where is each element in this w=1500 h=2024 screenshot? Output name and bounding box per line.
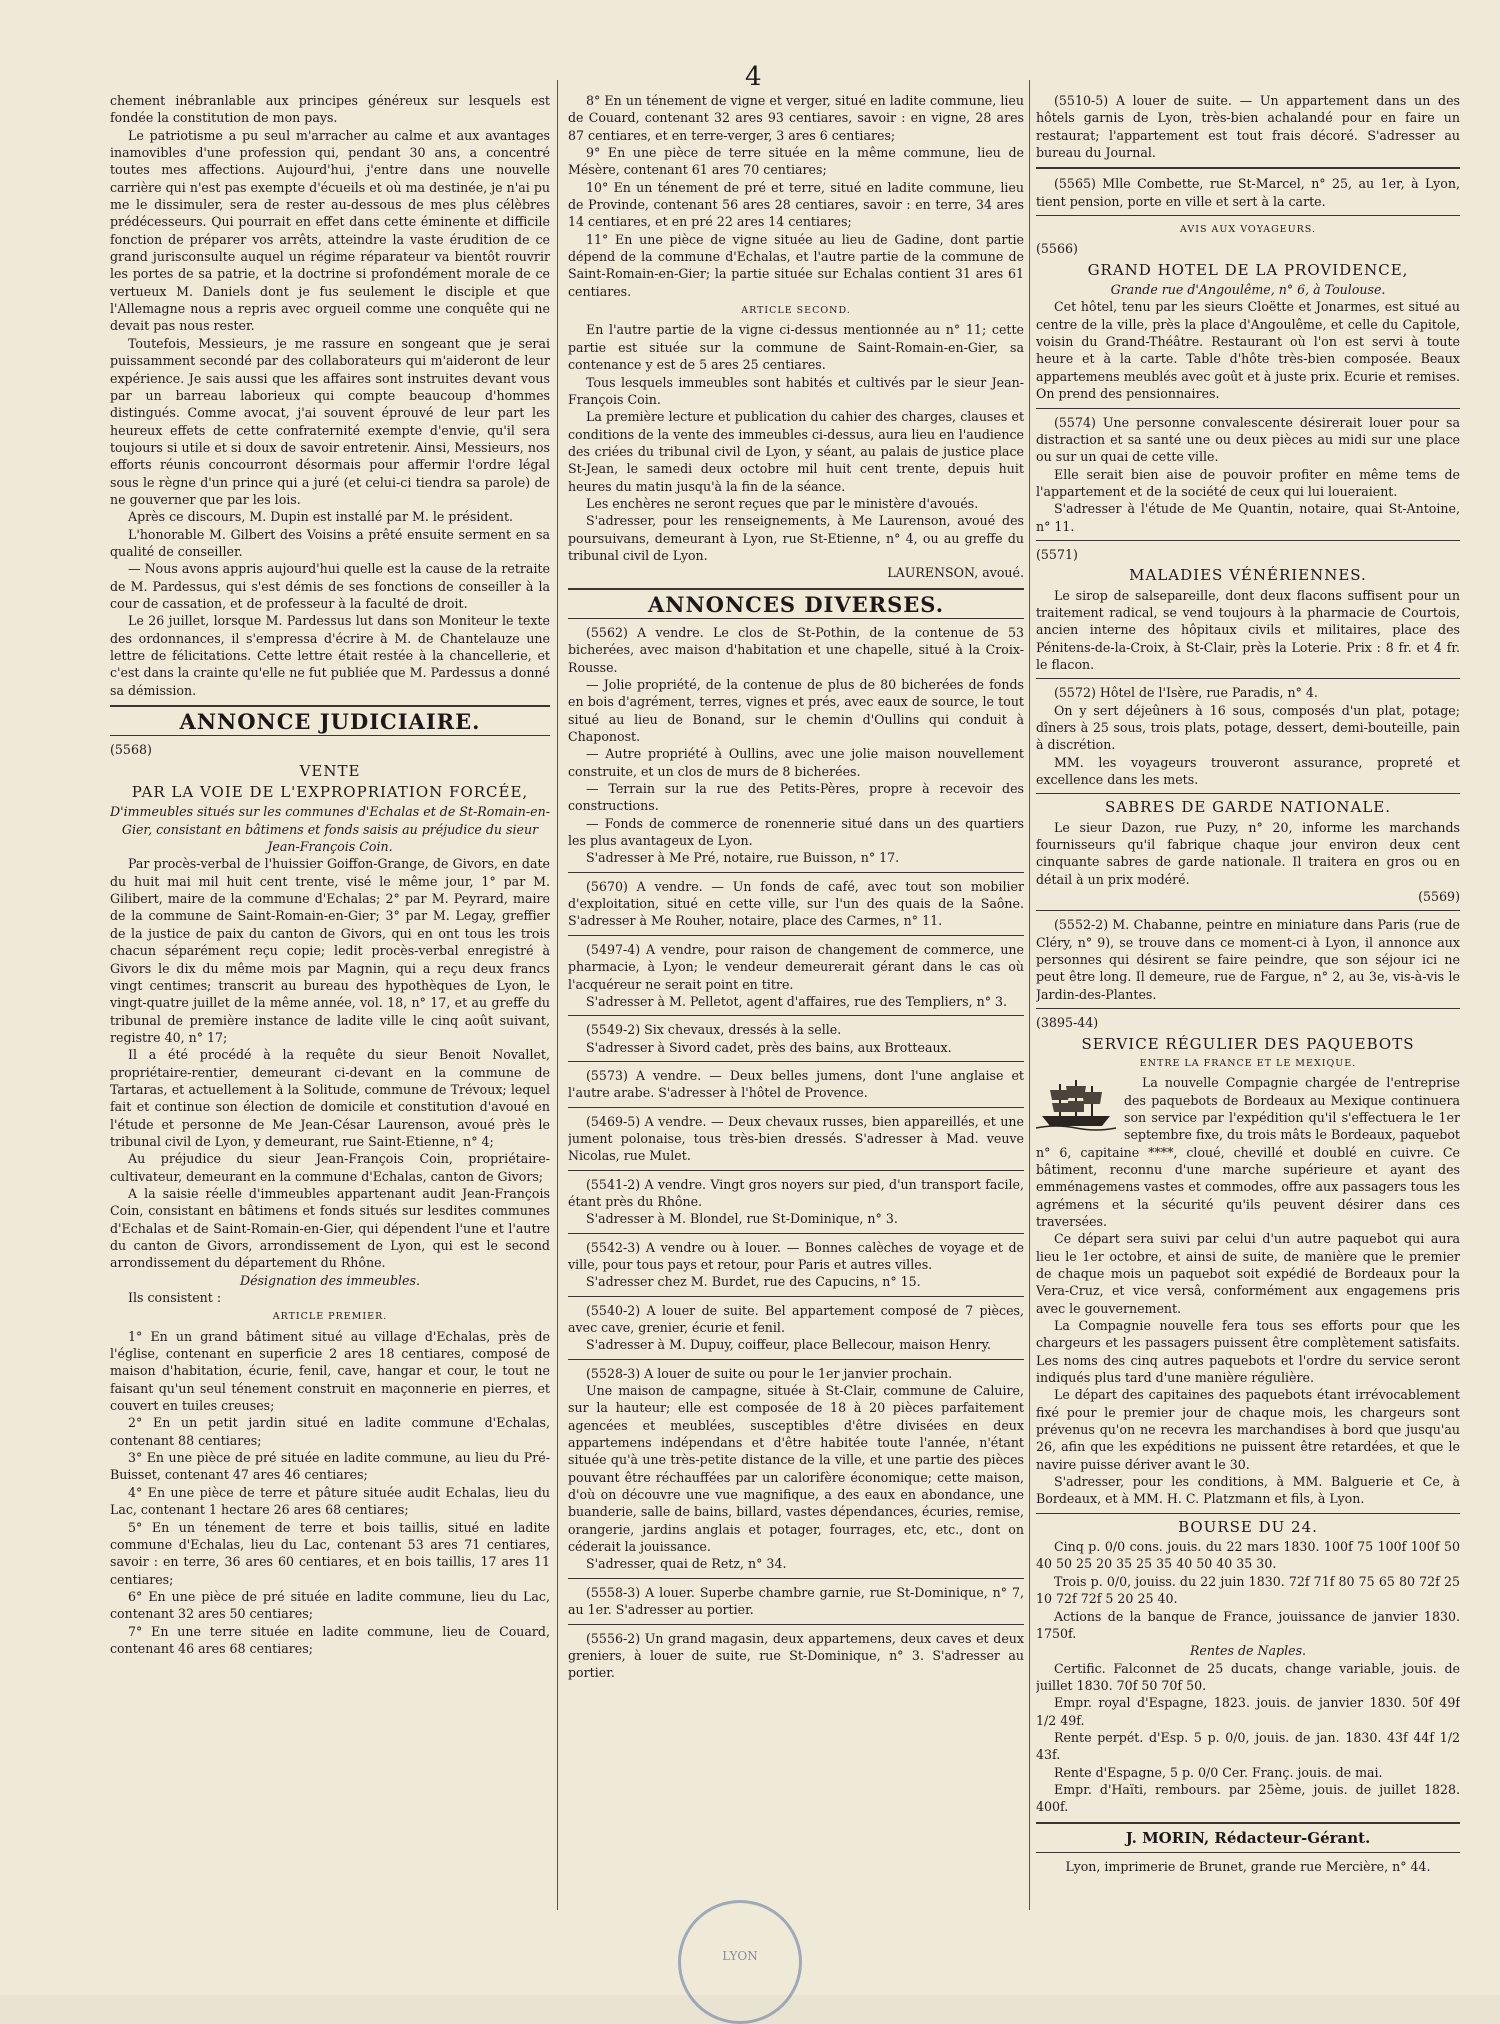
ad: (5670) A vendre. — Un fonds de café, avec tout son mobilier d'exploitation, situé en cette ville, sur l'un des quais de la Saône. S'adresser à Me Rouher, notaire, place des Carmes, n° 11. — [568, 878, 1024, 929]
bourse-row: Empr. d'Haïti, rembours. par 25ème, jouis. de juillet 1828. 400f. — [1036, 1781, 1460, 1815]
paragraph: S'adresser, pour les renseignements, à Me Laurenson, avoué des poursuivans, demeurant à Lyon, rue St-Etienne, n° 4, ou au greffe du tribunal civil de Lyon. — [568, 513, 1024, 563]
ad: (5497-4) A vendre, pour raison de changement de commerce, une pharmacie, à Lyon; le vendeur demeurerait gérant dans le cas où l'acquéreur ne serait point en titre. — [568, 941, 1024, 992]
list-item: 10° En un ténement de pré et terre, situé en ladite commune, lieu de Provinde, contenant 56 ares 28 centiares, savoir : en terre, 34 ares 14 centiares, et en pré 22 ares 14 centiares; — [568, 179, 1024, 230]
ad: (5540-2) A louer de suite. Bel appartement composé de 7 pièces, avec cave, grenier, écurie et fenil. — [568, 1302, 1024, 1335]
article-heading: ARTICLE SECOND. — [741, 305, 851, 317]
paragraph: Le 26 juillet, lorsque M. Pardessus lut dans son Moniteur le texte des ordonnances, il s'empressa d'écrire à M. de Chantelauze une lettre de félicitations. Cette lettre était restée à la chancellerie, et c'est dans la crainte qu'elle ne fut publiée que M. Pardessus a donné sa démission. — [110, 613, 550, 698]
ad: La nouvelle Compagnie chargée de l'entreprise des paquebots de Bordeaux au Mexique continuera son service par l'expédition qu'il s'effectuera le 1er septembre fixe, du trois mâts le Bordeaux, paquebot n° 6, capitaine ****, cloué, chevillé et doublé en cuivre. Ce bâtiment, reconnu d'une marche supérieure et ayant des emménagemens vastes et commodes, offre aux passagers tous les agrémens et la sécurité qu'ils peuvent désirer dans ces traversées. — [1036, 1075, 1460, 1229]
notice-label: AVIS AUX VOYAGEURS. — [1180, 224, 1316, 236]
divider — [1036, 167, 1460, 169]
divider — [1036, 793, 1460, 794]
ad: — Terrain sur la rue des Petits-Pères, propre à recevoir des constructions. — [568, 781, 1024, 814]
ad: (5510-5) A louer de suite. — Un appartement dans un des hôtels garnis de Lyon, très-bien achalandé pour en faire un restaurat; l'appartement est tout frais décoré. S'adresser au bureau du Journal. — [1036, 93, 1460, 161]
ad: S'adresser chez M. Burdet, rue des Capucins, n° 15. — [586, 1274, 921, 1290]
stamp-text: LYON — [722, 1949, 758, 1963]
ad: (5574) Une personne convalescente désirerait louer pour sa distraction et sa santé une ou deux pièces au midi sur une place ou sur un quai de cette ville. — [1036, 414, 1460, 465]
bourse-row: Cinq p. 0/0 cons. jouis. du 22 mars 1830. 100f 75 100f 100f 50 40 50 25 20 35 25 35 40 50 40 35 30. — [1036, 1539, 1460, 1572]
divider — [568, 1359, 1024, 1360]
paragraph: En l'autre partie de la vigne ci-dessus mentionnée au n° 11; cette partie est située sur la commune de Saint-Romain-en-Gier, sa contenance y est de 5 ares 25 centiares. — [568, 322, 1024, 373]
ad: S'adresser à Sivord cadet, près des bains, aux Brotteaux. — [586, 1039, 952, 1055]
ad: (5542-3) A vendre ou à louer. — Bonnes calèches de voyage et de ville, pour tous pays et retour, pour Paris et autres villes. — [568, 1239, 1024, 1272]
divider — [568, 1296, 1024, 1297]
paragraph: Par procès-verbal de l'huissier Goiffon-Grange, de Givors, en date du huit mai mil huit cent trente, visé le même jour, 1° par M. Gilibert, maire de la commune d'Echalas; 2° par M. Peyrard, maire de la commune de Saint-Romain-en-Gier; 3° par M. Legay, greffier de la justice de paix du canton de Givors, qui en ont tous les trois chacun séparément reçu copie; ledit procès-verbal enregistré à Givors le dix du même mois par Magnin, qui a reçu deux francs vingt centimes; transcrit au bureau des hypothèques de Lyon, le vingt-quatre juillet de la même année, vol. 18, n° 17, et au greffe du tribunal de première instance de ladite ville le cinq août suivant, registre 40, n° 17; — [110, 856, 550, 1045]
divider — [1036, 1513, 1460, 1514]
ad: — Fonds de commerce de ronennerie situé dans un des quartiers les plus avantageux de Lyon. — [568, 815, 1024, 849]
bourse-row: Empr. royal d'Espagne, 1823. jouis. de janvier 1830. 50f 49f 1/2 49f. — [1036, 1695, 1460, 1728]
divider — [568, 618, 1024, 619]
divider — [1036, 408, 1460, 409]
paragraph: Après ce discours, M. Dupin est installé par M. le président. — [128, 509, 514, 525]
ad: S'adresser à l'étude de Me Quantin, notaire, quai St-Antoine, n° 11. — [1036, 501, 1460, 534]
ad: — Jolie propriété, de la contenue de plus de 80 bicherées de fonds en bois d'agrément, terres, vignes et prés, avec eaux de source, le tout situé au lieu de Bonand, sur le chemin d'Oullins qui conduit à Chaponost. — [568, 677, 1024, 745]
ad-heading: SABRES DE GARDE NATIONALE. — [1104, 798, 1392, 817]
ad: La Compagnie nouvelle fera tous ses efforts pour que les chargeurs et les passagers puissent être complètement satisfaits. Les noms des cinq autres paquebots et l'ordre du service seront indiqués plus tard d'une manière régulière. — [1036, 1318, 1460, 1386]
ad: S'adresser, pour les conditions, à MM. Balguerie et Ce, à Bordeaux, et à MM. H. C. Platzmann et fils, à Lyon. — [1036, 1474, 1460, 1507]
bourse-row: Rente perpét. d'Esp. 5 p. 0/0, jouis. de jan. 1830. 43f 44f 1/2 43f. — [1036, 1729, 1460, 1763]
ad: S'adresser à M. Blondel, rue St-Dominique, n° 3. — [586, 1211, 898, 1227]
paragraph: Les enchères ne seront reçues que par le ministère d'avoués. — [586, 495, 979, 511]
ad: (5541-2) A vendre. Vingt gros noyers sur pied, d'un transport facile, étant près du Rhône. — [568, 1176, 1024, 1209]
divider — [568, 872, 1024, 873]
ad: (5573) A vendre. — Deux belles jumens, dont l'une anglaise et l'autre arabe. S'adresser à l'hôtel de Provence. — [568, 1067, 1024, 1101]
subheading: Rentes de Naples. — [1189, 1643, 1307, 1659]
ad: Elle serait bien aise de pouvoir profiter en même tems de l'appartement et de la société de ceux qui lui loueraient. — [1036, 466, 1460, 499]
ad: S'adresser, quai de Retz, n° 34. — [586, 1556, 787, 1572]
bourse-row: Rente d'Espagne, 5 p. 0/0 Cer. Franç. jouis. de mai. — [1054, 1764, 1383, 1780]
ad: (5528-3) A louer de suite ou pour le 1er janvier prochain. — [586, 1365, 953, 1381]
list-item: 2° En un petit jardin situé en ladite commune d'Echalas, contenant 88 centiares; — [110, 1415, 550, 1448]
ad: S'adresser à Me Pré, notaire, rue Buisson, n° 17. — [586, 850, 900, 866]
ship-icon — [1036, 1076, 1116, 1132]
ad: S'adresser à M. Pelletot, agent d'affaires, rue des Templiers, n° 3. — [586, 993, 1008, 1009]
list-item: 3° En une pièce de pré située en ladite commune, au lieu du Pré-Buisset, contenant 47 ares 46 centiares; — [110, 1450, 550, 1483]
ad-subheading: ENTRE LA FRANCE ET LE MEXIQUE. — [1139, 1057, 1357, 1069]
paragraph: Ils consistent : — [128, 1290, 222, 1306]
divider — [568, 588, 1024, 590]
list-item: 9° En une pièce de terre située en la même commune, lieu de Mésère, contenant 61 ares 70 centiares; — [568, 145, 1024, 178]
bourse-row: Actions de la banque de France, jouissance de janvier 1830. 1750f. — [1036, 1608, 1460, 1641]
divider — [1036, 1008, 1460, 1009]
ad: Cet hôtel, tenu par les sieurs Cloëtte et Jonarmes, est situé au centre de la ville, près la place d'Angoulême, et celle du Capitole, voisin du Grand-Théâtre. Restaurant où l'on est servi à toute heure et à la carte. Table d'hôte très-bien composée. Beaux appartemens meublés avec goût et à juste prix. Ecurie et remises. On prend des pensionnaires. — [1036, 299, 1460, 402]
divider — [568, 1170, 1024, 1171]
library-stamp — [678, 1900, 802, 2024]
list-item: 8° En un ténement de vigne et verger, situé en ladite commune, lieu de Couard, contenant 32 ares 93 centiares, savoir : en vigne, 28 ares 87 centiares, et en terre-verger, 3 ares 6 centiares; — [568, 93, 1024, 143]
ad-number: (5569) — [1418, 889, 1460, 905]
divider — [568, 1578, 1024, 1579]
divider — [568, 1233, 1024, 1234]
paragraph: — Nous avons appris aujourd'hui quelle est la cause de la retraite de M. Pardessus, qui s'est démis de ses fonctions de conseiller à la cour de cassation, et de professeur à la faculté de droit. — [110, 561, 550, 611]
section-heading: ANNONCE JUDICIAIRE. — [179, 709, 481, 735]
section-heading: ANNONCES DIVERSES. — [647, 591, 945, 617]
divider — [110, 735, 550, 736]
list-item: 7° En une terre située en ladite commune, lieu de Couard, contenant 46 ares 68 centiares; — [110, 1623, 550, 1656]
paragraph: Il a été procédé à la requête du sieur Benoit Novallet, propriétaire-rentier, demeurant ci-devant en la commune de Tartaras, et actuellement à la Solitude, commune de Trévoux; lequel fait et continue son élection de domicile et constitution d'avoué en l'étude et personne de Me Jean-César Laurenson, avoué près le tribunal civil de Lyon, y demeurant, rue Saint-Etienne, n° 4; — [110, 1047, 550, 1149]
ad: (5552-2) M. Chabanne, peintre en miniature dans Paris (rue de Cléry, n° 9), se trouve dans ce moment-ci à Lyon, il annonce aux personnes qui désirent se faire peindre, que son séjour ici ne peut être long. Il demeure, rue de Fargue, n° 2, au 3e, vis-à-vis le Jardin-des-Plantes. — [1036, 917, 1460, 1002]
list-item: 6° En une pièce de pré située en ladite commune, lieu du Lac, contenant 32 ares 50 centiares; — [110, 1588, 550, 1622]
ad-heading: SERVICE RÉGULIER DES PAQUEBOTS — [1081, 1034, 1415, 1053]
ad: (5562) A vendre. Le clos de St-Pothin, de la contenue de 53 bicherées, avec maison d'habitation et une chapelle, situé à la Croix-Rousse. — [568, 624, 1024, 675]
page-number: 4 — [745, 62, 762, 92]
ad: — Autre propriété à Oullins, avec une jolie maison nouvellement construite, et un clos de murs de 8 bicherées. — [568, 746, 1024, 779]
sale-description: D'immeubles situés sur les communes d'Echalas et de St-Romain-en-Gier, consistant en bâtimens et fonds saisis au préjudice du sieur Jean-François Coin. — [110, 804, 550, 855]
article-heading: ARTICLE PREMIER. — [272, 1311, 388, 1323]
ad: Une maison de campagne, située à St-Clair, commune de Caluire, sur la hauteur; elle est composée de 18 à 20 pièces parfaitement agencées et meublées, susceptibles d'être divisées en deux appartemens indépendans et d'être habitée toute l'année, n'étant située qu'à une très-petite distance de la ville, et une partie des pièces pouvant être réchauffées par un calorifère économique; cette maison, d'où on découvre une vue magnifique, a des eaux en abondance, une buanderie, salle de bains, billard, vastes dépendances, écuries, remise, orangerie, jardins anglais et potager, fourrages, etc, etc., dont on céderait la jouissance. — [568, 1383, 1024, 1555]
bourse-row: Trois p. 0/0, jouiss. du 22 juin 1830. 72f 71f 80 75 65 80 72f 25 10 72f 72f 5 20 25 40. — [1036, 1573, 1460, 1607]
sale-subtitle: PAR LA VOIE DE L'EXPROPRIATION FORCÉE, — [131, 783, 529, 802]
hotel-address: Grande rue d'Angoulême, n° 6, à Toulouse. — [1110, 282, 1386, 298]
divider — [1036, 540, 1460, 541]
ad: Le sieur Dazon, rue Puzy, n° 20, informe les marchands fournisseurs qu'il fabrique chaque jour environ deux cent cinquante sabres de garde nationale. Il traitera en gros ou en détail à un prix modéré. — [1036, 819, 1460, 887]
ad: (5572) Hôtel de l'Isère, rue Paradis, n° 4. — [1054, 685, 1318, 701]
divider — [568, 1061, 1024, 1062]
ad-number: (3895-44) — [1036, 1015, 1099, 1031]
ad: Le sirop de salsepareille, dont deux flacons suffisent pour un traitement radical, se vend toujours à la pharmacie de Courtois, ancien interne des hôpitaux civils et militaires, place des Pénitens-de-la-Croix, à St-Clair, près la Loterie. Prix : 8 fr. et 4 fr. le flacon. — [1036, 587, 1460, 672]
list-item: 5° En un ténement de terre et bois taillis, situé en ladite commune d'Echalas, lieu du Lac, contenant 53 ares 71 centiares, savoir : en terre, 36 ares 60 centiares, et en bois taillis, 17 ares 11 centiares; — [110, 1519, 550, 1587]
ad: (5565) Mlle Combette, rue St-Marcel, n° 25, au 1er, à Lyon, tient pension, porte en ville et sert à la carte. — [1036, 176, 1460, 209]
divider — [1036, 910, 1460, 911]
ad: S'adresser à M. Dupuy, coiffeur, place Bellecour, maison Henry. — [586, 1337, 991, 1353]
paragraph: Toutefois, Messieurs, je me rassure en songeant que je serai puissamment secondé par des collaborateurs qui m'aideront de leur expérience. Je sais aussi que les affaires sont instruites devant vous par un barreau laborieux qui compte beaucoup d'hommes distingués. Comme avocat, j'ai souvent éprouvé de leur part les heureux effets de cette confraternité exempte d'envie, qu'il sera toujours si utile et si doux de savoir entretenir. Ainsi, Messieurs, nos efforts réunis concourront désormais pour affermir l'ordre légal sous le règne d'un prince qui a juré (et celui-ci tiendra sa parole) de ne gouverner que par les lois. — [110, 335, 550, 507]
ad: (5469-5) A vendre. — Deux chevaux russes, bien appareillés, et une jument polonaise, tous très-bien dressés. S'adresser à Mad. veuve Nicolas, rue Mulet. — [568, 1113, 1024, 1164]
ad: (5558-3) A louer. Superbe chambre garnie, rue St-Dominique, n° 7, au 1er. S'adresser au portier. — [568, 1584, 1024, 1618]
ad-number: (5571) — [1036, 546, 1078, 562]
hotel-name: GRAND HOTEL DE LA PROVIDENCE, — [1087, 260, 1409, 279]
sale-title: VENTE — [299, 761, 361, 780]
divider — [1036, 1822, 1460, 1824]
divider — [110, 705, 550, 707]
divider — [568, 1107, 1024, 1108]
paragraph: Tous lesquels immeubles sont habités et cultivés par le sieur Jean-François Coin. — [568, 374, 1024, 407]
ad: Ce départ sera suivi par celui d'un autre paquebot qui aura lieu le 1er octobre, et ainsi de suite, de manière que le premier de chaque mois un paquebot soit expédié de Bordeaux pour la Vera-Cruz, et vice versâ, conformément aux engagemens pris avec le gouvernement. — [1036, 1231, 1460, 1316]
divider — [568, 1624, 1024, 1625]
ad: MM. les voyageurs trouveront assurance, propreté et excellence dans les mets. — [1036, 754, 1460, 788]
ad: (5549-2) Six chevaux, dressés à la selle. — [586, 1022, 842, 1038]
divider — [1036, 215, 1460, 216]
paragraph: L'honorable M. Gilbert des Voisins a prêté ensuite serment en sa qualité de conseiller. — [110, 526, 550, 559]
list-item: 4° En une pièce de terre et pâture située audit Echalas, lieu du Lac, contenant 1 hectare 26 ares 68 centiares; — [110, 1484, 550, 1518]
ad-number: (5566) — [1036, 241, 1078, 257]
paragraph: Au préjudice du sieur Jean-François Coin, propriétaire-cultivateur, demeurant en la commune d'Echalas, canton de Givors; — [110, 1151, 550, 1184]
column-3 — [1036, 92, 1460, 1875]
bourse-row: Certific. Falconnet de 25 ducats, change variable, jouis. de juillet 1830. 70f 50 70f 50. — [1036, 1660, 1460, 1693]
ad-heading: MALADIES VÉNÉRIENNES. — [1129, 566, 1367, 585]
paragraph: Le patriotisme a pu seul m'arracher au calme et aux avantages inamovibles d'une profession qui, pendant 30 ans, a concentré toutes mes affections. Aujourd'hui, j'entre dans une nouvelle carrière qui n'est pas exempte d'écueils et où ma destinée, je n'ai pu me le dissimuler, sera de rester au-dessous de mes plus célèbres prédécesseurs. Qui pourrait en effet dans cette éminente et difficile fonction de préparer vos arrêts, atteindre la vaste érudition de ce grand jurisconsulte auquel un régime réparateur va bientôt rouvrir les portes de sa patrie, et la doctrine si profondément morale de ce vertueux M. Daniels dont je fus seulement le disciple et que l'Allemagne nous a repris avec orgueil comme une conquête qui ne devait pas nous rester. — [110, 127, 550, 334]
column-rule — [557, 80, 558, 1910]
column-rule — [1029, 80, 1030, 1910]
paragraph: A la saisie réelle d'immeubles appartenant audit Jean-François Coin, consistant en bâtimens et fonds situés sur lesdites communes d'Echalas et de Saint-Romain-en-Gier, qui dépendent l'une et l'autre du canton de Givors, arrondissement de Lyon, qui est le second arrondissement du département du Rhône. — [110, 1185, 550, 1271]
column-1 — [110, 92, 550, 1657]
divider — [1036, 1852, 1460, 1853]
bourse-heading: BOURSE DU 24. — [1178, 1517, 1318, 1536]
divider — [568, 1015, 1024, 1016]
list-item: 1° En un grand bâtiment situé au village d'Echalas, près de l'église, contenant en superficie 2 ares 18 centiares, composé de maison d'habitation, écurie, fenil, cave, hangar et cour, le tout ne faisant qu'un seul ténement construit en maçonnerie en pierres, et couvert en tuiles creuses; — [110, 1328, 550, 1414]
ad: On y sert déjeûners à 16 sous, composés d'un plat, potage; dîners à 25 sous, trois plats, potage, dessert, demi-bouteille, pain à discrétion. — [1036, 702, 1460, 753]
ad: (5556-2) Un grand magasin, deux appartemens, deux caves et deux greniers, à louer de suite, rue St-Dominique, n° 3. S'adresser au portier. — [568, 1630, 1024, 1681]
list-item: 11° En une pièce de vigne située au lieu de Gadine, dont partie dépend de la commune d'Echalas, et l'autre partie de la commune de Saint-Romain-en-Gier; la partie située sur Echalas contient 31 ares 61 centiares. — [568, 231, 1024, 299]
printer-credit: Lyon, imprimerie de Brunet, grande rue Mercière, n° 44. — [1065, 1858, 1431, 1874]
divider — [568, 935, 1024, 936]
ad: Le départ des capitaines des paquebots étant irrévocablement fixé pour le premier jour de chaque mois, les chargeurs sont prévenus qu'on ne recevra les marchandises à bord que jusqu'au 26, afin que les expéditions ne puissent être retardées, et que le navire puisse dériver avant le 30. — [1036, 1387, 1460, 1472]
divider — [1036, 678, 1460, 679]
column-2 — [568, 92, 1024, 1682]
subheading: Désignation des immeubles. — [240, 1272, 420, 1288]
paragraph: La première lecture et publication du cahier des charges, clauses et conditions de la vente des immeubles ci-dessus, aura lieu en l'audience des criées du tribunal civil de Lyon, y séant, au palais de justice place St-Jean, le samedi deux octobre mil huit cent trente, depuis huit heures du matin jusqu'à la fin de la séance. — [568, 409, 1024, 494]
editor-credit: J. MORIN, Rédacteur-Gérant. — [1125, 1828, 1371, 1847]
ad-number: (5568) — [110, 742, 152, 758]
signature: LAURENSON, avoué. — [887, 565, 1024, 581]
paragraph: chement inébranlable aux principes généreux sur lesquels est fondée la constitution de mon pays. — [110, 93, 550, 126]
